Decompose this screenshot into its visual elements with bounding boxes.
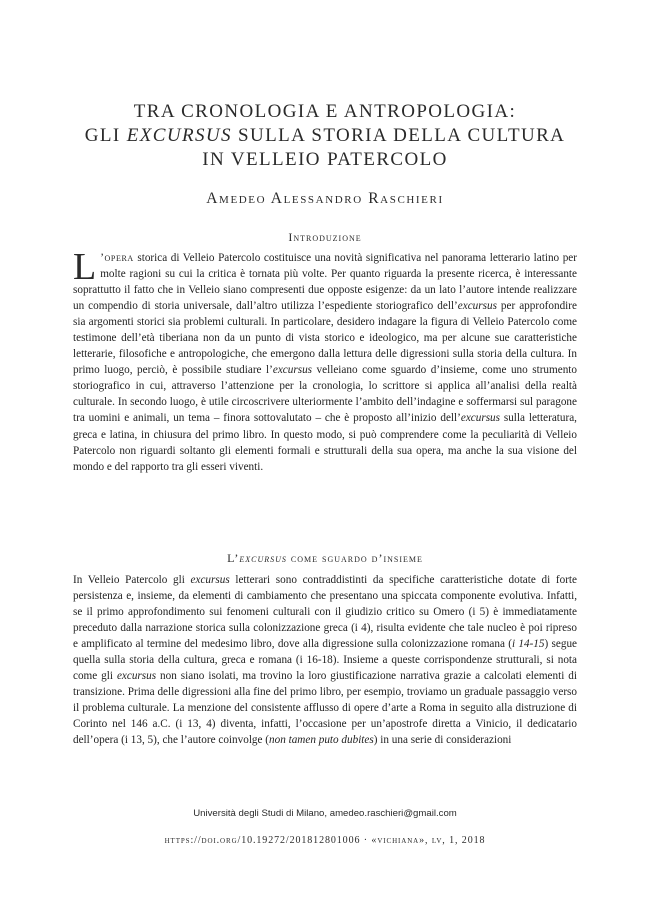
section-heading-introduction: Introduzione [288,230,362,244]
section2-pre: L’ [227,551,240,565]
body-text-5: ) in una serie di considerazioni [373,734,512,747]
section2-italic: excursus [239,551,287,565]
body-text-4: non siano isolati, ma trovino la loro giustificazione narrativa grazie a calcolati elementi di transizione. Prima delle digressioni alla fine del primo libro, per esempio, troviamo un graduale passaggio verso il problema culturale. La menzione del consistente afflusso di opere d’arte a Roma in seguito alla distruzione di Corinto nel 146 a.C. (i 13, 4) diventa, infatti, l’occasione per un’apostrofe diretta a Vinicio, il dedicatario dell’opera (i 13, 5), che l’autore coinvolge ( [73,670,577,747]
intro-italic-1: excursus [457,300,497,313]
doi-line: https://doi.org/10.19272/201812801006 · «vichiana», lv, 1, 2018 [164,835,486,846]
author-name: Amedeo Alessandro Raschieri [206,190,444,207]
intro-text-4: sulla letteratura, greca e latina, in chiusura del primo libro. In questo modo, si può comprendere come la peculiarità di Velleio Patercolo non riguardi soltanto gli elementi formali e strutturali della sua opera, ma anche la sua visione del mondo e del rapporto tra gli esseri viventi. [73,412,577,473]
title-line-3: IN VELLEIO PATERCOLO [202,149,448,170]
intro-text-2: per approfondire sia argomenti storici sia problemi culturali. In particolare, desidero indagare la figura di Velleio Patercolo come testimone dell’età tiberiana non da un punto di vista storico e ideologico, ma per alcune sue caratteristiche letterarie, filosofiche e antropologiche, che emergono dalla lettura delle digressioni sulla storia della cultura. In primo luogo, perciò, è possibile studiare l’ [73,300,577,377]
intro-text-1: storica di Velleio Patercolo costituisce una novità significativa nel panorama letterario latino per molte ragioni su cui la critica è tornata più volte. Per quanto riguarda la presente ricerca, è interessante soprattutto il fatto che in Velleio siano compresenti due opposte esigenze: da un lato l’autore intende realizzare un compendio di storia universale, dall’altro utilizza l’espediente storiografico dell’ [73,252,577,313]
body-italic-3: excursus [116,670,157,683]
title-line-2-pre: GLI [84,125,127,146]
body-italic-1: excursus [190,574,230,586]
body-italic-4: non tamen puto dubites [269,734,374,747]
section-heading-excursus [0,550,650,566]
intro-italic-2: excursus [272,364,313,377]
title-line-2 [0,124,650,148]
body-text-3: ) segue quella sulla storia della cultura, greca e romana (i 16-18). Insieme a queste corrispondenze strutturali, si nota come gli [73,638,577,683]
body-italic-2: i 14-15 [511,638,545,651]
body-text-2: letterari sono contraddistinti da specifiche caratteristiche dotate di forte persistenza e, insieme, da elementi di cambiamento che presentano una spiccata componente evolutiva. Infatti, se il primo approfondimento sui fenomeni culturali con il giudizio critico su Omero (i 5) è immediatamente preceduto dalla narrazione storica sulla colonizzazione greca (i 4), risulta evidente che tale nucleo è poi ripreso e amplificato al termine del medesimo libro, dove alla digressione sulla colonizzazione romana ( [73,574,577,651]
body-text-1: In Velleio Patercolo gli [73,574,191,586]
title-line-2-italic: EXCURSUS [126,125,232,146]
title-line-2-post: SULLA STORIA DELLA CULTURA [231,125,566,146]
section2-post: come sguardo d’insieme [286,551,423,565]
intro-text-3: velleiano come sguardo d’insieme, come uno strumento storiografico in cui, attraverso l’attenzione per la cronologia, lo scrittore si applica all’analisi della realtà culturale. In secondo luogo, è utile circoscrivere ulteriormente l’ambito dell’indagine e soffermarsi sul paragone tra uomini e animali, un tema – finora sottovalutato – che è proposto all’inizio dell’ [73,364,577,425]
drop-cap: L [73,246,97,288]
lead-small-caps: ’opera [100,252,134,264]
author-affiliation-footnote: Università degli Studi di Milano, amedeo.raschieri@gmail.com [193,808,457,819]
body-paragraph [73,572,577,749]
title-line-1: TRA CRONOLOGIA E ANTROPOLOGIA: [133,101,517,122]
intro-paragraph [73,246,577,475]
intro-italic-3: excursus [460,412,501,425]
